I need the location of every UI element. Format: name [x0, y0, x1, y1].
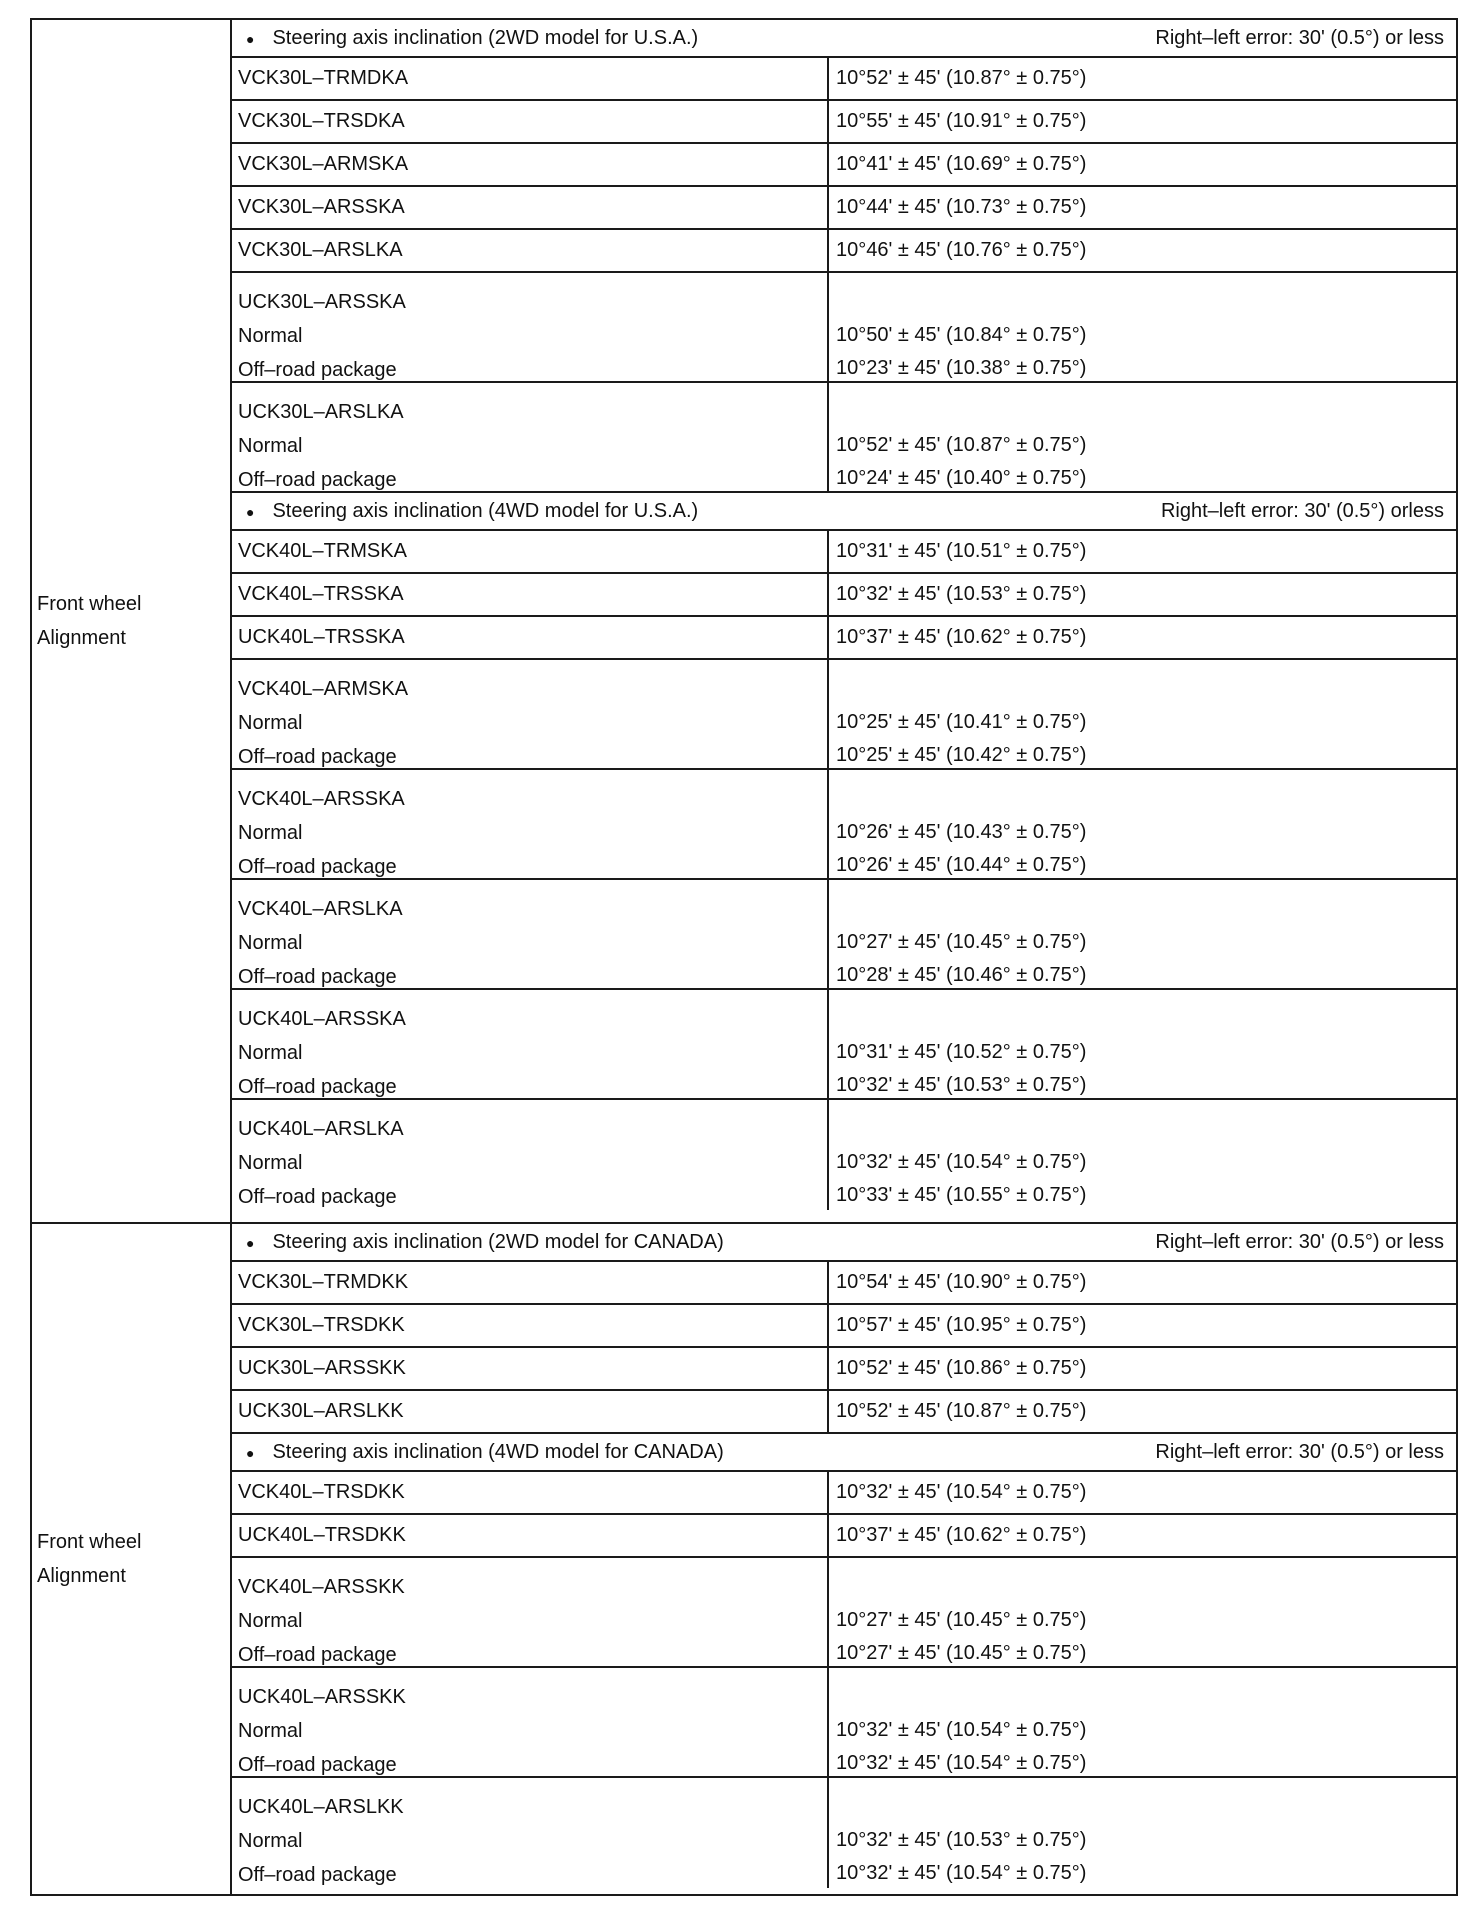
section-header	[232, 1224, 1456, 1262]
table-row	[232, 101, 1456, 144]
section-tolerance-note: Right–left error: 30' (0.5°) orless	[1160, 499, 1444, 522]
model-code: VCK30L–TRMDKK	[238, 1271, 409, 1293]
model-code: VCK30L–ARSSKA	[238, 196, 405, 218]
offroad-value: 10°23' ± 45' (10.38° ± 0.75°)	[836, 357, 1087, 379]
inclination-value: 10°44' ± 45' (10.73° ± 0.75°)	[836, 196, 1087, 218]
offroad-value: 10°24' ± 45' (10.40° ± 0.75°)	[836, 467, 1087, 489]
section-title: Steering axis inclination (4WD model for CANADA)	[272, 1440, 724, 1463]
model-cell	[232, 531, 829, 572]
value-cell	[829, 383, 1456, 491]
model-code: UCK40L–ARSLKK	[238, 1796, 404, 1818]
value-cell	[829, 1778, 1456, 1888]
model-cell	[232, 574, 829, 615]
spec-block-canada	[30, 1222, 1458, 1896]
section-title: Steering axis inclination (2WD model for CANADA)	[272, 1230, 724, 1253]
table-row	[232, 574, 1456, 617]
value-cell	[829, 1391, 1456, 1432]
side-label	[32, 20, 232, 1222]
section-title: Steering axis inclination (4WD model for U.S.A.)	[272, 499, 699, 522]
inclination-value: 10°32' ± 45' (10.54° ± 0.75°)	[836, 1481, 1087, 1503]
inclination-value: 10°54' ± 45' (10.90° ± 0.75°)	[836, 1271, 1087, 1293]
table-row	[232, 531, 1456, 574]
table-row	[232, 1515, 1456, 1558]
value-cell	[829, 1348, 1456, 1389]
model-cell	[232, 1515, 829, 1556]
offroad-value: 10°26' ± 45' (10.44° ± 0.75°)	[836, 854, 1087, 876]
table-row	[232, 770, 1456, 880]
inclination-value: 10°32' ± 45' (10.53° ± 0.75°)	[836, 583, 1087, 605]
model-code: VCK40L–ARSLKA	[238, 898, 403, 920]
model-cell	[232, 230, 829, 271]
table-row	[232, 1778, 1456, 1888]
normal-label: Normal	[238, 1042, 303, 1064]
model-code: UCK40L–TRSDKK	[238, 1524, 406, 1546]
inclination-value: 10°37' ± 45' (10.62° ± 0.75°)	[836, 1524, 1087, 1546]
table-row	[232, 660, 1456, 770]
model-cell	[232, 1305, 829, 1346]
side-label-line: Front wheel	[37, 1531, 142, 1553]
value-cell	[829, 273, 1456, 381]
normal-label: Normal	[238, 325, 303, 347]
offroad-label: Off–road package	[238, 1644, 397, 1666]
model-code: VCK30L–TRSDKK	[238, 1314, 405, 1336]
normal-label: Normal	[238, 1152, 303, 1174]
model-code: VCK40L–ARSSKK	[238, 1576, 405, 1598]
value-cell	[829, 58, 1456, 99]
normal-value: 10°32' ± 45' (10.54° ± 0.75°)	[836, 1719, 1087, 1741]
table-row	[232, 1472, 1456, 1515]
table-row	[232, 1100, 1456, 1210]
model-cell	[232, 1100, 829, 1210]
value-cell	[829, 1472, 1456, 1513]
bullet-icon: ●	[246, 503, 255, 520]
model-code: VCK40L–ARMSKA	[238, 678, 409, 700]
value-cell	[829, 1668, 1456, 1776]
model-code: UCK40L–ARSSKA	[238, 1008, 406, 1030]
offroad-value: 10°32' ± 45' (10.54° ± 0.75°)	[836, 1752, 1087, 1774]
normal-value: 10°27' ± 45' (10.45° ± 0.75°)	[836, 931, 1087, 953]
inclination-value: 10°37' ± 45' (10.62° ± 0.75°)	[836, 626, 1087, 648]
inclination-value: 10°31' ± 45' (10.51° ± 0.75°)	[836, 540, 1087, 562]
value-cell	[829, 574, 1456, 615]
model-code: VCK40L–TRMSKA	[238, 540, 407, 562]
value-cell	[829, 1100, 1456, 1210]
table-row	[232, 990, 1456, 1100]
normal-label: Normal	[238, 1830, 303, 1852]
model-cell	[232, 1778, 829, 1888]
model-cell	[232, 1348, 829, 1389]
offroad-label: Off–road package	[238, 1864, 397, 1886]
offroad-value: 10°32' ± 45' (10.53° ± 0.75°)	[836, 1074, 1087, 1096]
model-code: UCK30L–ARSSKA	[238, 291, 406, 313]
normal-value: 10°32' ± 45' (10.54° ± 0.75°)	[836, 1151, 1087, 1173]
inclination-value: 10°52' ± 45' (10.86° ± 0.75°)	[836, 1357, 1087, 1379]
model-code: VCK30L–TRMDKA	[238, 67, 409, 89]
model-cell	[232, 187, 829, 228]
value-cell	[829, 660, 1456, 768]
table-row	[232, 230, 1456, 273]
value-cell	[829, 187, 1456, 228]
inclination-value: 10°52' ± 45' (10.87° ± 0.75°)	[836, 1400, 1087, 1422]
offroad-value: 10°27' ± 45' (10.45° ± 0.75°)	[836, 1642, 1087, 1664]
value-cell	[829, 1262, 1456, 1303]
model-code: VCK30L–ARMSKA	[238, 153, 409, 175]
model-code: VCK30L–ARSLKA	[238, 239, 403, 261]
inclination-value: 10°46' ± 45' (10.76° ± 0.75°)	[836, 239, 1087, 261]
offroad-label: Off–road package	[238, 1186, 397, 1208]
section-title: Steering axis inclination (2WD model for U.S.A.)	[272, 26, 699, 49]
inclination-value: 10°57' ± 45' (10.95° ± 0.75°)	[836, 1314, 1087, 1336]
model-code: VCK40L–TRSDKK	[238, 1481, 405, 1503]
model-cell	[232, 1558, 829, 1666]
offroad-value: 10°32' ± 45' (10.54° ± 0.75°)	[836, 1862, 1087, 1884]
model-cell	[232, 770, 829, 878]
model-code: UCK30L–ARSLKK	[238, 1400, 404, 1422]
table-row	[232, 144, 1456, 187]
inclination-value: 10°55' ± 45' (10.91° ± 0.75°)	[836, 110, 1087, 132]
value-cell	[829, 531, 1456, 572]
normal-value: 10°50' ± 45' (10.84° ± 0.75°)	[836, 324, 1087, 346]
side-label-line: Alignment	[37, 1565, 126, 1587]
offroad-label: Off–road package	[238, 1754, 397, 1776]
normal-value: 10°25' ± 45' (10.41° ± 0.75°)	[836, 711, 1087, 733]
normal-value: 10°32' ± 45' (10.53° ± 0.75°)	[836, 1829, 1087, 1851]
value-cell	[829, 770, 1456, 878]
offroad-label: Off–road package	[238, 469, 397, 491]
offroad-label: Off–road package	[238, 856, 397, 878]
section-tolerance-note: Right–left error: 30' (0.5°) or less	[1155, 1440, 1444, 1463]
spec-block-usa	[30, 18, 1458, 1224]
table-row	[232, 383, 1456, 493]
table-row	[232, 1348, 1456, 1391]
model-code: UCK30L–ARSLKA	[238, 401, 404, 423]
table-row	[232, 187, 1456, 230]
model-cell	[232, 101, 829, 142]
model-cell	[232, 1668, 829, 1776]
model-code: UCK40L–ARSLKA	[238, 1118, 404, 1140]
offroad-value: 10°28' ± 45' (10.46° ± 0.75°)	[836, 964, 1087, 986]
inclination-value: 10°41' ± 45' (10.69° ± 0.75°)	[836, 153, 1087, 175]
offroad-label: Off–road package	[238, 966, 397, 988]
section-title-wrap	[246, 27, 698, 50]
value-cell	[829, 1305, 1456, 1346]
normal-label: Normal	[238, 1720, 303, 1742]
model-code: VCK40L–ARSSKA	[238, 788, 405, 810]
value-cell	[829, 144, 1456, 185]
value-cell	[829, 990, 1456, 1098]
table-row	[232, 1262, 1456, 1305]
section-title-wrap	[246, 1231, 724, 1254]
inclination-value: 10°52' ± 45' (10.87° ± 0.75°)	[836, 67, 1087, 89]
bullet-icon: ●	[246, 1444, 255, 1461]
offroad-label: Off–road package	[238, 1076, 397, 1098]
table-row	[232, 1558, 1456, 1668]
normal-value: 10°27' ± 45' (10.45° ± 0.75°)	[836, 1609, 1087, 1631]
section-header	[232, 1434, 1456, 1472]
model-code: UCK30L–ARSSKK	[238, 1357, 406, 1379]
offroad-label: Off–road package	[238, 359, 397, 381]
spec-rows	[232, 20, 1456, 1222]
normal-label: Normal	[238, 1610, 303, 1632]
section-tolerance-note: Right–left error: 30' (0.5°) or less	[1155, 1230, 1444, 1253]
normal-value: 10°26' ± 45' (10.43° ± 0.75°)	[836, 821, 1087, 843]
model-code: UCK40L–ARSSKK	[238, 1686, 406, 1708]
model-cell	[232, 144, 829, 185]
model-cell	[232, 880, 829, 988]
value-cell	[829, 617, 1456, 658]
value-cell	[829, 1558, 1456, 1666]
bullet-icon: ●	[246, 30, 255, 47]
value-cell	[829, 1515, 1456, 1556]
bullet-icon: ●	[246, 1234, 255, 1251]
offroad-value: 10°33' ± 45' (10.55° ± 0.75°)	[836, 1184, 1087, 1206]
table-row	[232, 1668, 1456, 1778]
model-cell	[232, 383, 829, 491]
section-header	[232, 493, 1456, 531]
model-code: VCK30L–TRSDKA	[238, 110, 405, 132]
model-code: VCK40L–TRSSKA	[238, 583, 404, 605]
table-row	[232, 273, 1456, 383]
offroad-value: 10°25' ± 45' (10.42° ± 0.75°)	[836, 744, 1087, 766]
model-cell	[232, 58, 829, 99]
normal-label: Normal	[238, 822, 303, 844]
table-row	[232, 617, 1456, 660]
model-cell	[232, 660, 829, 768]
table-row	[232, 1391, 1456, 1434]
model-cell	[232, 1391, 829, 1432]
model-cell	[232, 990, 829, 1098]
section-title-wrap	[246, 500, 698, 523]
table-row	[232, 880, 1456, 990]
model-cell	[232, 617, 829, 658]
normal-label: Normal	[238, 932, 303, 954]
model-cell	[232, 1262, 829, 1303]
value-cell	[829, 101, 1456, 142]
model-code: UCK40L–TRSSKA	[238, 626, 405, 648]
table-row	[232, 1305, 1456, 1348]
offroad-label: Off–road package	[238, 746, 397, 768]
model-cell	[232, 1472, 829, 1513]
normal-label: Normal	[238, 712, 303, 734]
value-cell	[829, 880, 1456, 988]
model-cell	[232, 273, 829, 381]
side-label	[32, 1224, 232, 1894]
section-tolerance-note: Right–left error: 30' (0.5°) or less	[1155, 26, 1444, 49]
side-label-line: Front wheel	[37, 593, 142, 615]
section-title-wrap	[246, 1441, 724, 1464]
table-row	[232, 58, 1456, 101]
spec-rows	[232, 1224, 1456, 1894]
normal-label: Normal	[238, 435, 303, 457]
normal-value: 10°52' ± 45' (10.87° ± 0.75°)	[836, 434, 1087, 456]
side-label-line: Alignment	[37, 627, 126, 649]
section-header	[232, 20, 1456, 58]
value-cell	[829, 230, 1456, 271]
normal-value: 10°31' ± 45' (10.52° ± 0.75°)	[836, 1041, 1087, 1063]
